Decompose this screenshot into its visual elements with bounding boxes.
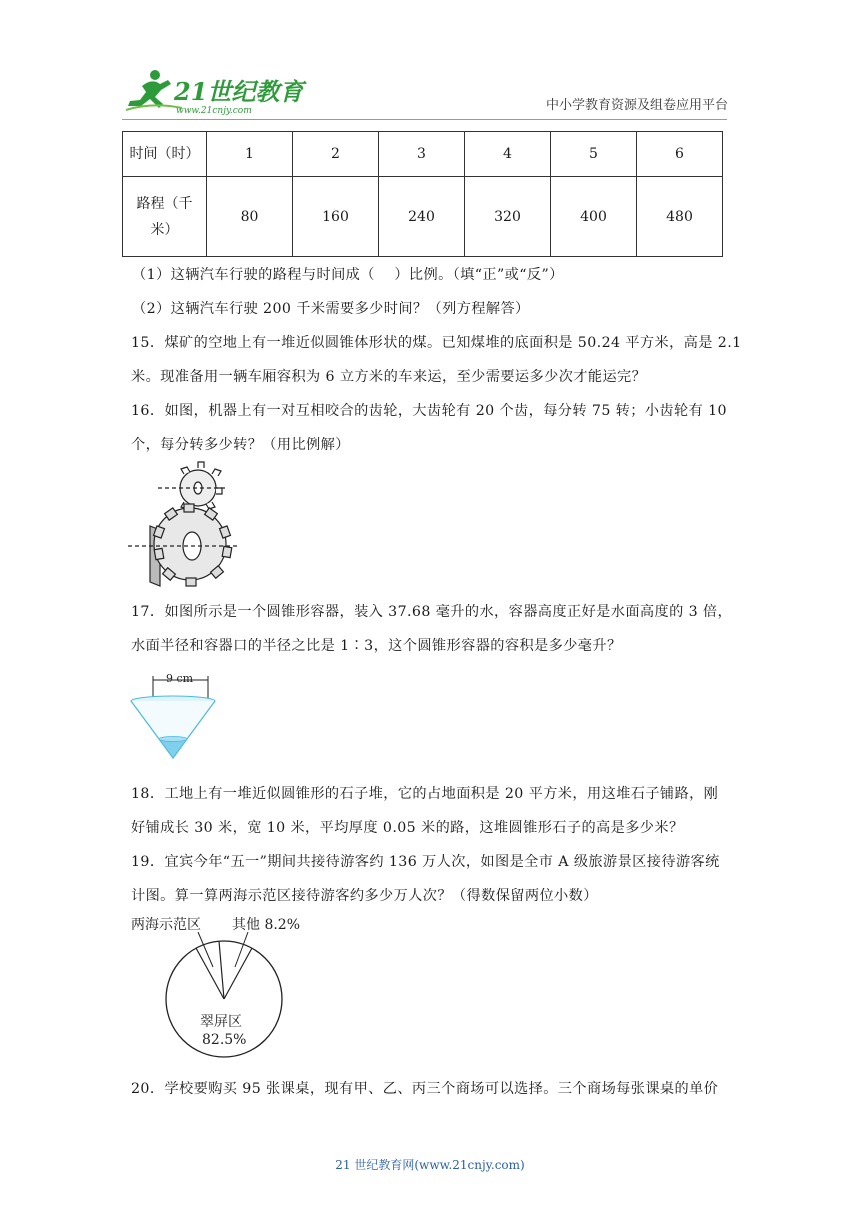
q14-part1: （1）这辆汽车行驶的路程与时间成（ ）比例。（填“正”或“反”） (132, 267, 564, 283)
distance-cell: 400 (551, 177, 637, 257)
logo-url: www.21cnjy.com (176, 106, 252, 116)
q15-line1: 15．煤矿的空地上有一堆近似圆锥体形状的煤。已知煤堆的底面积是 50.24 平方米，高是 2.1 (131, 335, 742, 351)
q18-line1: 18．工地上有一堆近似圆锥形的石子堆，它的占地面积是 20 平方米，用这堆石子铺路，刚 (131, 786, 719, 802)
platform-name: 中小学教育资源及组卷应用平台 (545, 98, 728, 113)
distance-cell: 80 (207, 177, 293, 257)
q18-line2: 好铺成长 30 米，宽 10 米，平均厚度 0.05 米的路，这堆圆锥形石子的高是多少米？ (131, 820, 684, 836)
page-footer: 21 世纪教育网(www.21cnjy.com) (335, 1158, 525, 1172)
pie-label-cuiping-pct: 82.5% (202, 1032, 247, 1048)
q19-line1: 19．宜宾今年“五一”期间共接待游客约 136 万人次，如图是全市 A 级旅游景区接待游客统 (131, 854, 720, 870)
radius-label: 9 cm (166, 672, 194, 685)
pie-label-cuiping: 翠屏区 (200, 1014, 242, 1030)
q19-line2: 计图。算一算两海示范区接待游客约多少万人次？（得数保留两位小数） (131, 888, 598, 904)
time-cell: 2 (293, 132, 379, 177)
time-header-cell: 时间（时） (123, 132, 207, 177)
header-divider (122, 119, 727, 120)
large-gear-icon (128, 504, 240, 586)
pie-label-other: 其他 8.2% (232, 917, 301, 933)
distance-cell: 240 (379, 177, 465, 257)
q14-part2: （2）这辆汽车行驶 200 千米需要多少时间？（列方程解答） (132, 301, 530, 317)
q16-line1: 16．如图，机器上有一对互相咬合的齿轮，大齿轮有 20 个齿，每分转 75 转；小齿轮有 10 (131, 403, 727, 419)
distance-header-line2: 米） (150, 221, 179, 238)
tourism-pie-chart (128, 912, 318, 1066)
distance-cell: 480 (637, 177, 723, 257)
time-distance-table (122, 131, 723, 257)
table-row (123, 132, 723, 177)
gears-figure (128, 460, 240, 594)
q17-line1: 17．如图所示是一个圆锥形容器，装入 37.68 毫升的水，容器高度正好是水面高度的 3 倍， (131, 604, 733, 620)
time-cell: 1 (207, 132, 293, 177)
q17-line2: 水面半径和容器口的半径之比是 1∶3，这个圆锥形容器的容积是多少毫升？ (131, 638, 622, 654)
time-cell: 6 (637, 132, 723, 177)
distance-cell: 320 (465, 177, 551, 257)
pie-label-lianghai: 两海示范区 (131, 917, 201, 933)
site-logo (122, 66, 304, 116)
q16-line2: 个，每分转多少转？（用比例解） (131, 437, 350, 453)
q20-line1: 20．学校要购买 95 张课桌，现有甲、乙、丙三个商场可以选择。三个商场每张课桌的单价 (131, 1081, 719, 1097)
time-cell: 4 (465, 132, 551, 177)
distance-header-line1: 路程（千 (136, 195, 193, 212)
time-cell: 5 (551, 132, 637, 177)
cone-container-figure (128, 670, 228, 774)
q15-line2: 米。现准备用一辆车厢容积为 6 立方米的车来运，至少需要运多少次才能运完？ (131, 369, 647, 385)
distance-header-cell (123, 177, 207, 257)
small-gear-icon (158, 462, 228, 509)
distance-cell: 160 (293, 177, 379, 257)
time-cell: 3 (379, 132, 465, 177)
table-row (123, 177, 723, 257)
logo-text: 21世纪教育 (174, 77, 304, 106)
